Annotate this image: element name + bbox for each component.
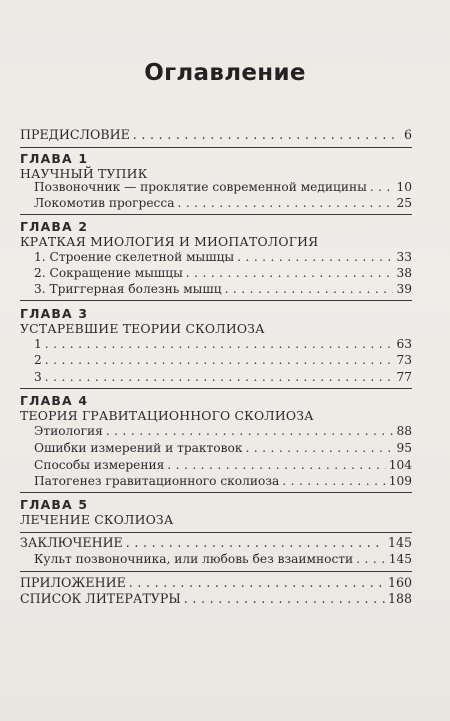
toc-entry-page: 104 [388, 458, 412, 472]
chapter-heading: ГЛАВА 5 [20, 497, 89, 512]
dot-leader [370, 180, 394, 195]
divider [20, 571, 412, 572]
chapter-heading: ГЛАВА 4 [20, 393, 89, 408]
toc-entry-label: 3 [34, 370, 42, 384]
toc-entry-label: Культ позвоночника, или любовь без взаимности [34, 552, 354, 566]
toc-entry[interactable] [34, 282, 412, 297]
toc-entry[interactable] [34, 353, 412, 368]
dot-leader [45, 370, 394, 385]
divider [20, 388, 412, 389]
dot-leader [133, 127, 401, 142]
toc-entry[interactable] [34, 552, 412, 567]
divider [20, 147, 412, 148]
toc-entry-label: СПИСОК ЛИТЕРАТУРЫ [20, 591, 181, 606]
toc-entry-references[interactable] [20, 591, 412, 606]
toc-entry[interactable] [34, 196, 412, 211]
toc-entry-label: 1 [34, 337, 42, 351]
toc-entry-page: 6 [403, 127, 412, 142]
toc-entry-page: 38 [396, 266, 412, 280]
chapter-title[interactable]: ТЕОРИЯ ГРАВИТАЦИОННОГО СКОЛИОЗА [20, 408, 314, 423]
toc-entry[interactable] [34, 458, 412, 473]
chapter-heading: ГЛАВА 2 [20, 219, 89, 234]
toc-entry-label: Этиология [34, 424, 103, 438]
dot-leader [282, 474, 385, 489]
toc-entry-page: 39 [396, 282, 412, 296]
divider [20, 300, 412, 301]
toc-entry-label: Позвоночник — проклятие современной медицины [34, 180, 367, 194]
toc-entry-page: 88 [396, 424, 412, 438]
toc-entry-page: 77 [396, 370, 412, 384]
toc-entry[interactable] [34, 370, 412, 385]
toc-entry[interactable] [34, 337, 412, 352]
divider [20, 532, 412, 533]
toc-entry-label: ЗАКЛЮЧЕНИЕ [20, 535, 123, 550]
toc-entry-label: 2 [34, 353, 42, 367]
toc-entry-label: Ошибки измерений и трактовок [34, 441, 243, 455]
dot-leader [129, 575, 385, 590]
chapter-title[interactable]: ЛЕЧЕНИЕ СКОЛИОЗА [20, 512, 174, 527]
toc-entry[interactable] [34, 250, 412, 265]
toc-entry-page: 109 [388, 474, 412, 488]
toc-entry-page: 95 [396, 441, 412, 455]
chapter-title[interactable]: КРАТКАЯ МИОЛОГИЯ И МИОПАТОЛОГИЯ [20, 234, 319, 249]
toc-entry-label: Локомотив прогресса [34, 196, 175, 210]
chapter-heading: ГЛАВА 1 [20, 151, 89, 166]
toc-entry-page: 160 [387, 575, 412, 590]
dot-leader [245, 441, 393, 456]
divider [20, 214, 412, 215]
dot-leader [126, 535, 385, 550]
dot-leader [177, 196, 393, 211]
dot-leader [45, 353, 394, 368]
toc-entry-page: 73 [396, 353, 412, 367]
toc-entry-label: 1. Строение скелетной мышцы [34, 250, 235, 264]
toc-entry-label: 2. Сокращение мышцы [34, 266, 183, 280]
toc-entry-page: 33 [396, 250, 412, 264]
toc-entry[interactable] [34, 266, 412, 281]
dot-leader [225, 282, 394, 297]
page-title: Оглавление [144, 60, 306, 86]
toc-entry-page: 25 [396, 196, 412, 210]
toc-entry[interactable] [34, 441, 412, 456]
dot-leader [356, 552, 386, 567]
toc-entry-label: Способы измерения [34, 458, 165, 472]
toc-entry-label: ПРЕДИСЛОВИЕ [20, 127, 130, 142]
toc-entry-page: 145 [388, 552, 412, 566]
toc-entry[interactable] [34, 180, 412, 195]
toc-entry-label: Патогенез гравитационного сколиоза [34, 474, 280, 488]
toc-entry[interactable] [34, 424, 412, 439]
dot-leader [45, 337, 394, 352]
toc-entry-appendix[interactable] [20, 575, 412, 590]
toc-entry-foreword[interactable] [20, 127, 412, 142]
chapter-title[interactable]: УСТАРЕВШИЕ ТЕОРИИ СКОЛИОЗА [20, 321, 265, 336]
dot-leader [106, 424, 394, 439]
divider [20, 492, 412, 493]
dot-leader [184, 591, 385, 606]
toc-entry-page: 10 [396, 180, 412, 194]
toc-entry-label: 3. Триггерная болезнь мышц [34, 282, 222, 296]
toc-entry-page: 63 [396, 337, 412, 351]
dot-leader [237, 250, 393, 265]
chapter-heading: ГЛАВА 3 [20, 306, 89, 321]
dot-leader [167, 458, 385, 473]
toc-entry[interactable] [34, 474, 412, 489]
chapter-title[interactable]: НАУЧНЫЙ ТУПИК [20, 166, 148, 181]
toc-entry-page: 145 [387, 535, 412, 550]
toc-entry-page: 188 [387, 591, 412, 606]
toc-entry-conclusion[interactable] [20, 535, 412, 550]
toc-entry-label: ПРИЛОЖЕНИЕ [20, 575, 126, 590]
dot-leader [186, 266, 394, 281]
